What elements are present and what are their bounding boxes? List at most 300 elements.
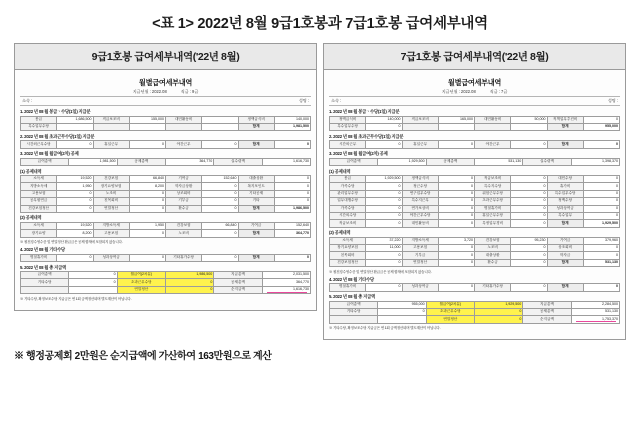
table-cell: 0 — [583, 284, 619, 291]
table-cell: 합계 — [547, 284, 583, 291]
table-cell: 1,686,500 — [57, 116, 93, 123]
table-cell: 성과상여금 — [402, 284, 438, 291]
table-cell: 급여총액 — [21, 158, 69, 165]
table-row — [21, 123, 311, 130]
table-cell: 1,616,730 — [262, 286, 310, 293]
section-block — [329, 230, 620, 267]
table-row — [330, 252, 620, 259]
table-cell: 공제총액 — [117, 158, 165, 165]
table-row — [21, 183, 311, 190]
table-cell: 0 — [511, 220, 547, 227]
table-cell: 지급총액 — [214, 272, 262, 279]
sheet-dept: 소속 : — [331, 98, 342, 103]
table-cell: 야간근무 — [475, 141, 511, 148]
section-table — [329, 237, 620, 268]
table-cell: 8,200 — [129, 183, 165, 190]
section-block — [20, 265, 311, 295]
table-cell: 상조회비 — [166, 190, 202, 197]
summary-section-grade9 — [20, 265, 311, 295]
table-cell: 1,929,500 — [583, 220, 619, 227]
table-cell: 0 — [438, 212, 474, 219]
sections-grade7 — [329, 109, 620, 267]
table-cell: 시간외수당 — [330, 212, 366, 219]
section-title: (1) 공제내역 — [20, 168, 42, 174]
table-cell: 0 — [438, 259, 474, 266]
table-cell: 특수업무수당 — [547, 190, 583, 197]
table-cell: 휴일근무수당 — [475, 212, 511, 219]
table-cell: 0 — [366, 220, 402, 227]
table-cell: 대민활동비 — [475, 116, 511, 123]
table-cell: 0 — [366, 123, 402, 130]
table-row — [21, 116, 311, 123]
table-cell: 연말정산 — [402, 259, 438, 266]
sheet-name: 성명 : — [607, 98, 618, 103]
table-cell: 0 — [583, 116, 619, 123]
table-cell: 직급보조비 — [330, 220, 366, 227]
table-cell: 건강보험 — [166, 222, 202, 229]
table-cell: 휴일근무 — [402, 141, 438, 148]
table-cell: 기타휴가수당 — [475, 284, 511, 291]
table-cell: 0 — [57, 190, 93, 197]
sheet-identity-line — [329, 96, 620, 106]
table-cell: 0 — [129, 254, 165, 261]
table-cell: 0 — [511, 198, 547, 205]
table-cell: 0 — [366, 284, 402, 291]
table-row — [21, 230, 311, 237]
table-cell: 관리업무수당 — [330, 190, 366, 197]
sections-grade9 — [20, 109, 311, 238]
table-cell: 휴일근무 — [93, 141, 129, 148]
table-cell: 합계 — [547, 141, 583, 148]
table-cell: 0 — [274, 141, 310, 148]
table-cell: 장기요양보험 — [93, 183, 129, 190]
table-cell: 연말정산 — [93, 205, 129, 212]
table-cell: 노조비 — [93, 190, 129, 197]
sheet-period: 지급년월 : 2022.08 — [441, 89, 476, 94]
table-cell: 연말정산 — [117, 286, 165, 293]
table-cell: 위험근무수당 — [475, 190, 511, 197]
table-cell: 특수업무 — [547, 212, 583, 219]
table-cell: 19,520 — [57, 176, 93, 183]
section-block — [329, 294, 620, 324]
table-cell: 특수지근무 — [402, 198, 438, 205]
section-title: 2. 2022 년 08 월 초과근무수당(1일) 지급분 — [20, 133, 95, 139]
table-cell: 155,000 — [129, 116, 165, 123]
table-row — [330, 245, 620, 252]
table-cell: 특정업무경비 — [475, 220, 511, 227]
table-row — [330, 316, 620, 323]
table-cell: 0 — [438, 198, 474, 205]
bonus-section-grade7 — [329, 277, 620, 292]
panel-body-grade9 — [15, 70, 316, 310]
table-cell: 364,770 — [165, 158, 213, 165]
table-cell: 0 — [583, 190, 619, 197]
table-cell: 합계 — [547, 123, 583, 130]
table-cell: 0 — [583, 198, 619, 205]
section-table — [20, 271, 311, 294]
table-cell: 0 — [274, 254, 310, 261]
table-row — [21, 286, 311, 293]
table-cell: 1,753,370 — [571, 316, 619, 323]
table-row — [21, 254, 311, 261]
table-cell: 0 — [438, 205, 474, 212]
table-cell: 0 — [438, 252, 474, 259]
bottom-note: ※ 기타수당, 확정보조수당 지급금은 연 1회 금액정산되며 별도계산이 아닙니다. — [20, 296, 132, 301]
table-cell: 2,284,500 — [571, 301, 619, 308]
table-cell: 장기요양 — [21, 230, 57, 237]
table-cell: 명절휴가비 — [475, 205, 511, 212]
table-cell: 기타수당 — [21, 279, 69, 286]
table-cell: 월급여(2차분) — [117, 272, 165, 279]
table-cell: 정액수당 — [547, 198, 583, 205]
table-cell: 시간외근무수당 — [21, 141, 57, 148]
table-cell: 0 — [69, 279, 117, 286]
section-title: (2) 공제내역 — [20, 215, 42, 221]
table-cell: 초과근무수당 — [475, 198, 511, 205]
section-block — [20, 247, 311, 262]
table-cell: 환수금 — [166, 205, 202, 212]
table-row — [21, 272, 311, 279]
table-cell: 기여금 — [547, 237, 583, 244]
table-row — [330, 198, 620, 205]
table-row — [330, 158, 620, 165]
table-cell: 0 — [511, 205, 547, 212]
table-cell: 소득세 — [21, 176, 57, 183]
table-cell: 1,950 — [129, 222, 165, 229]
table-cell: 직급보조비 — [402, 116, 438, 123]
table-cell — [202, 123, 238, 130]
table-cell: 0 — [274, 176, 310, 183]
table-cell: 대민활동비 — [166, 116, 202, 123]
table-cell: 대출상환 — [238, 176, 274, 183]
table-cell: 건강보험정산 — [21, 205, 57, 212]
table-cell: 0 — [366, 190, 402, 197]
document-footnote: ※ 행정공제회 2만원은 순지급액에 가산하여 163만원으로 계산 — [14, 351, 272, 363]
table-cell: 친목회비 — [93, 198, 129, 205]
sheet-title: 월별급여세부내역 — [138, 78, 193, 87]
table-cell: 봉급 — [21, 116, 57, 123]
table-cell: 휴가비 — [547, 183, 583, 190]
table-cell: 특수업무수당 — [330, 123, 366, 130]
table-cell: 장기요양보험 — [330, 245, 366, 252]
table-cell: 0 — [57, 141, 93, 148]
table-cell: 379,960 — [583, 237, 619, 244]
table-cell: 0 — [202, 205, 238, 212]
table-cell: 531,130 — [474, 158, 522, 165]
panel-heading-grade7: 7급1호봉 급여세부내역('22년 8월) — [324, 44, 625, 70]
table-cell — [57, 123, 93, 130]
table-cell: 140,000 — [366, 116, 402, 123]
section-table — [329, 158, 620, 166]
table-cell: 1,950 — [57, 183, 93, 190]
table-cell: 0 — [583, 176, 619, 183]
table-cell: 직급보조비 — [475, 176, 511, 183]
table-cell: 기여금 — [166, 176, 202, 183]
table-cell: 소득세 — [21, 222, 57, 229]
table-row — [21, 222, 311, 229]
panel-body-grade7 — [324, 70, 625, 339]
table-cell: 성과상여금 — [547, 205, 583, 212]
table-cell: 0 — [57, 198, 93, 205]
table-cell: 1,929,500 — [474, 301, 522, 308]
sheet-subheader — [329, 89, 620, 95]
table-cell: 직책업무추진비 — [547, 116, 583, 123]
table-cell: 소득세 — [330, 237, 366, 244]
table-cell: 합계 — [547, 220, 583, 227]
table-cell: 기타휴가수당 — [166, 254, 202, 261]
section-table — [20, 140, 311, 148]
table-cell: 0 — [511, 284, 547, 291]
table-cell: 0 — [129, 190, 165, 197]
table-cell: 환수금 — [475, 259, 511, 266]
table-cell: 0 — [165, 279, 213, 286]
table-cell: 건강보험 — [475, 237, 511, 244]
table-cell: 0 — [129, 230, 165, 237]
table-row — [330, 212, 620, 219]
table-cell — [475, 123, 511, 130]
table-cell: 1,981,500 — [69, 158, 117, 165]
table-cell: 합계 — [238, 205, 274, 212]
table-cell: 직급보조비 — [93, 116, 129, 123]
table-cell: 학자금상환 — [166, 183, 202, 190]
table-cell: 특수지수당 — [475, 183, 511, 190]
table-cell: 66,840 — [202, 222, 238, 229]
table-cell: 상조회비 — [547, 245, 583, 252]
section-note: ※ 원천징수영수증 및 연말정산 환급금은 공제 합계에 포함되지 않습니다. — [329, 269, 432, 274]
table-row — [21, 176, 311, 183]
table-cell: 친목회비 — [330, 252, 366, 259]
table-cell: 야간근무수당 — [402, 212, 438, 219]
table-cell: 11,000 — [366, 245, 402, 252]
table-cell: 0 — [366, 212, 402, 219]
section-block — [20, 215, 311, 237]
table-cell: 기여금 — [238, 222, 274, 229]
table-cell: 0 — [511, 259, 547, 266]
table-cell: 공무원연금 — [21, 198, 57, 205]
table-cell: 0 — [378, 308, 426, 315]
table-cell: 가족수당 — [330, 183, 366, 190]
table-cell: 실수령액 — [523, 158, 571, 165]
table-cell — [202, 116, 238, 123]
table-row — [330, 259, 620, 266]
section-title: 5. 2022 년 08 월 총 지급액 — [329, 294, 375, 299]
section-table — [20, 222, 311, 238]
table-cell: 955,000 — [583, 123, 619, 130]
table-cell: 0 — [202, 141, 238, 148]
table-cell: 노조비 — [475, 245, 511, 252]
section-block — [329, 109, 620, 131]
table-row — [21, 190, 311, 197]
section-table — [329, 301, 620, 324]
table-cell: 명절휴가비 — [330, 284, 366, 291]
section-note: ※ 원천징수영수증 및 연말정산 환급금은 공제 합계에 포함되지 않습니다. — [20, 240, 123, 245]
table-row — [330, 141, 620, 148]
table-cell: 건강보험정산 — [330, 259, 366, 266]
table-cell: 0 — [438, 190, 474, 197]
table-cell: 대민수당 — [547, 176, 583, 183]
table-cell: 연말정산 — [426, 316, 474, 323]
table-cell: 0 — [366, 252, 402, 259]
table-cell: 순지급액 — [523, 316, 571, 323]
table-row — [21, 141, 311, 148]
table-cell — [166, 123, 202, 130]
summary-section-grade7 — [329, 294, 620, 324]
table-cell: 0 — [274, 183, 310, 190]
table-cell: 364,770 — [274, 230, 310, 237]
section-title: 2. 2022 년 08 월 초과근무수당(1일) 지급분 — [329, 133, 404, 139]
table-cell: 0 — [202, 198, 238, 205]
table-cell: 지방소득세 — [93, 222, 129, 229]
table-cell: 학자금 — [547, 252, 583, 259]
table-cell: 초과근무수당 — [117, 279, 165, 286]
table-cell: 0 — [57, 254, 93, 261]
table-row — [330, 284, 620, 291]
table-cell — [21, 286, 69, 293]
section-block — [329, 169, 620, 228]
section-block — [20, 169, 311, 213]
section-table — [20, 254, 311, 262]
table-cell: 0 — [583, 252, 619, 259]
table-cell: 야간근무 — [166, 141, 202, 148]
table-cell: 0 — [202, 183, 238, 190]
table-cell: 공제총액 — [426, 158, 474, 165]
table-row — [330, 301, 620, 308]
table-cell: 1,929,500 — [366, 176, 402, 183]
section-block — [20, 109, 311, 131]
table-cell: 0 — [511, 141, 547, 148]
table-cell: 정액급식비 — [402, 176, 438, 183]
table-cell: 0 — [438, 220, 474, 227]
table-cell: 특수업무수당 — [21, 123, 57, 130]
table-cell: 95,230 — [511, 237, 547, 244]
table-cell: 531,130 — [571, 308, 619, 315]
table-cell: 0 — [474, 308, 522, 315]
sheet-name: 성명 : — [298, 98, 309, 103]
table-cell: 정근수당 — [402, 183, 438, 190]
table-cell: 0 — [366, 259, 402, 266]
table-cell: 3,720 — [438, 237, 474, 244]
table-cell: 0 — [583, 183, 619, 190]
table-cell: 0 — [366, 183, 402, 190]
table-cell: 0 — [438, 141, 474, 148]
section-block — [20, 134, 311, 149]
table-cell: 0 — [511, 212, 547, 219]
table-row — [330, 190, 620, 197]
sheet-identity-line — [20, 96, 311, 106]
table-cell: 19,520 — [57, 222, 93, 229]
table-cell: 0 — [438, 183, 474, 190]
table-cell — [93, 123, 129, 130]
table-cell: 가족수당 — [330, 205, 366, 212]
table-cell: 152,640 — [202, 176, 238, 183]
section-block — [329, 151, 620, 166]
section-title: 5. 2022 년 08 월 총 지급액 — [20, 264, 66, 270]
table-cell: 955,000 — [378, 301, 426, 308]
table-cell: 월급여(2차분) — [426, 301, 474, 308]
table-cell: 성과상여금 — [93, 254, 129, 261]
table-cell: 0 — [129, 141, 165, 148]
table-row — [330, 123, 620, 130]
section-table — [329, 283, 620, 291]
payslip-panel-grade7 — [323, 43, 626, 340]
table-cell: 0 — [129, 198, 165, 205]
table-cell: 0 — [202, 190, 238, 197]
table-cell: 노조비 — [166, 230, 202, 237]
table-cell: 8,200 — [57, 230, 93, 237]
table-row — [21, 279, 311, 286]
table-cell — [69, 286, 117, 293]
sheet-grade: 직급 : 7급 — [489, 89, 508, 94]
table-cell: 0 — [438, 245, 474, 252]
payslip-panels — [14, 43, 626, 340]
table-cell: 531,130 — [583, 259, 619, 266]
table-cell: 합계 — [238, 141, 274, 148]
table-cell: 152,640 — [274, 222, 310, 229]
table-cell: 봉급 — [330, 176, 366, 183]
sheet-period: 지급년월 : 2022.08 — [132, 89, 167, 94]
table-cell: 지방소득세 — [402, 237, 438, 244]
table-cell: 합계 — [238, 123, 274, 130]
table-row — [330, 116, 620, 123]
table-cell: 0 — [202, 254, 238, 261]
sheet-subheader — [20, 89, 311, 95]
table-cell: 합계 — [238, 230, 274, 237]
section-title: 4. 2022 년 08 월 기타수당 — [329, 276, 374, 282]
table-cell: 연가보상비 — [402, 205, 438, 212]
table-cell: 급여총액 — [330, 158, 378, 165]
bonus-section-grade9 — [20, 247, 311, 262]
table-cell: 0 — [511, 190, 547, 197]
table-row — [330, 205, 620, 212]
table-cell: 기타 — [238, 198, 274, 205]
table-cell: 합계 — [547, 259, 583, 266]
table-cell: 0 — [129, 205, 165, 212]
table-cell: 37,220 — [366, 237, 402, 244]
table-cell: 0 — [511, 183, 547, 190]
table-cell: 기타공제 — [238, 190, 274, 197]
table-cell: 2,031,500 — [262, 272, 310, 279]
table-cell: 0 — [202, 230, 238, 237]
table-cell — [330, 316, 378, 323]
table-cell: 0 — [511, 245, 547, 252]
table-cell: 1,986,500 — [165, 272, 213, 279]
table-cell: 초과근무수당 — [426, 308, 474, 315]
table-cell: 0 — [511, 176, 547, 183]
table-cell: 0 — [165, 286, 213, 293]
table-cell: 연구업무수당 — [402, 190, 438, 197]
table-cell: 0 — [438, 284, 474, 291]
table-cell: 66,840 — [129, 176, 165, 183]
table-cell: 고용보험 — [21, 190, 57, 197]
table-row — [330, 220, 620, 227]
table-cell: 0 — [57, 205, 93, 212]
table-row — [21, 198, 311, 205]
table-cell: 기부금 — [402, 252, 438, 259]
table-cell: 0 — [366, 141, 402, 148]
table-cell — [129, 123, 165, 130]
sheet-title: 월별급여세부내역 — [447, 78, 502, 87]
table-row — [21, 158, 311, 165]
table-row — [21, 205, 311, 212]
table-cell: 실수령액 — [214, 158, 262, 165]
table-cell: 0 — [274, 198, 310, 205]
section-block — [329, 277, 620, 292]
sheet-dept: 소속 : — [22, 98, 33, 103]
table-row — [330, 308, 620, 315]
payslip-panel-grade9 — [14, 43, 317, 311]
table-cell: 0 — [583, 245, 619, 252]
table-cell: 0 — [474, 316, 522, 323]
